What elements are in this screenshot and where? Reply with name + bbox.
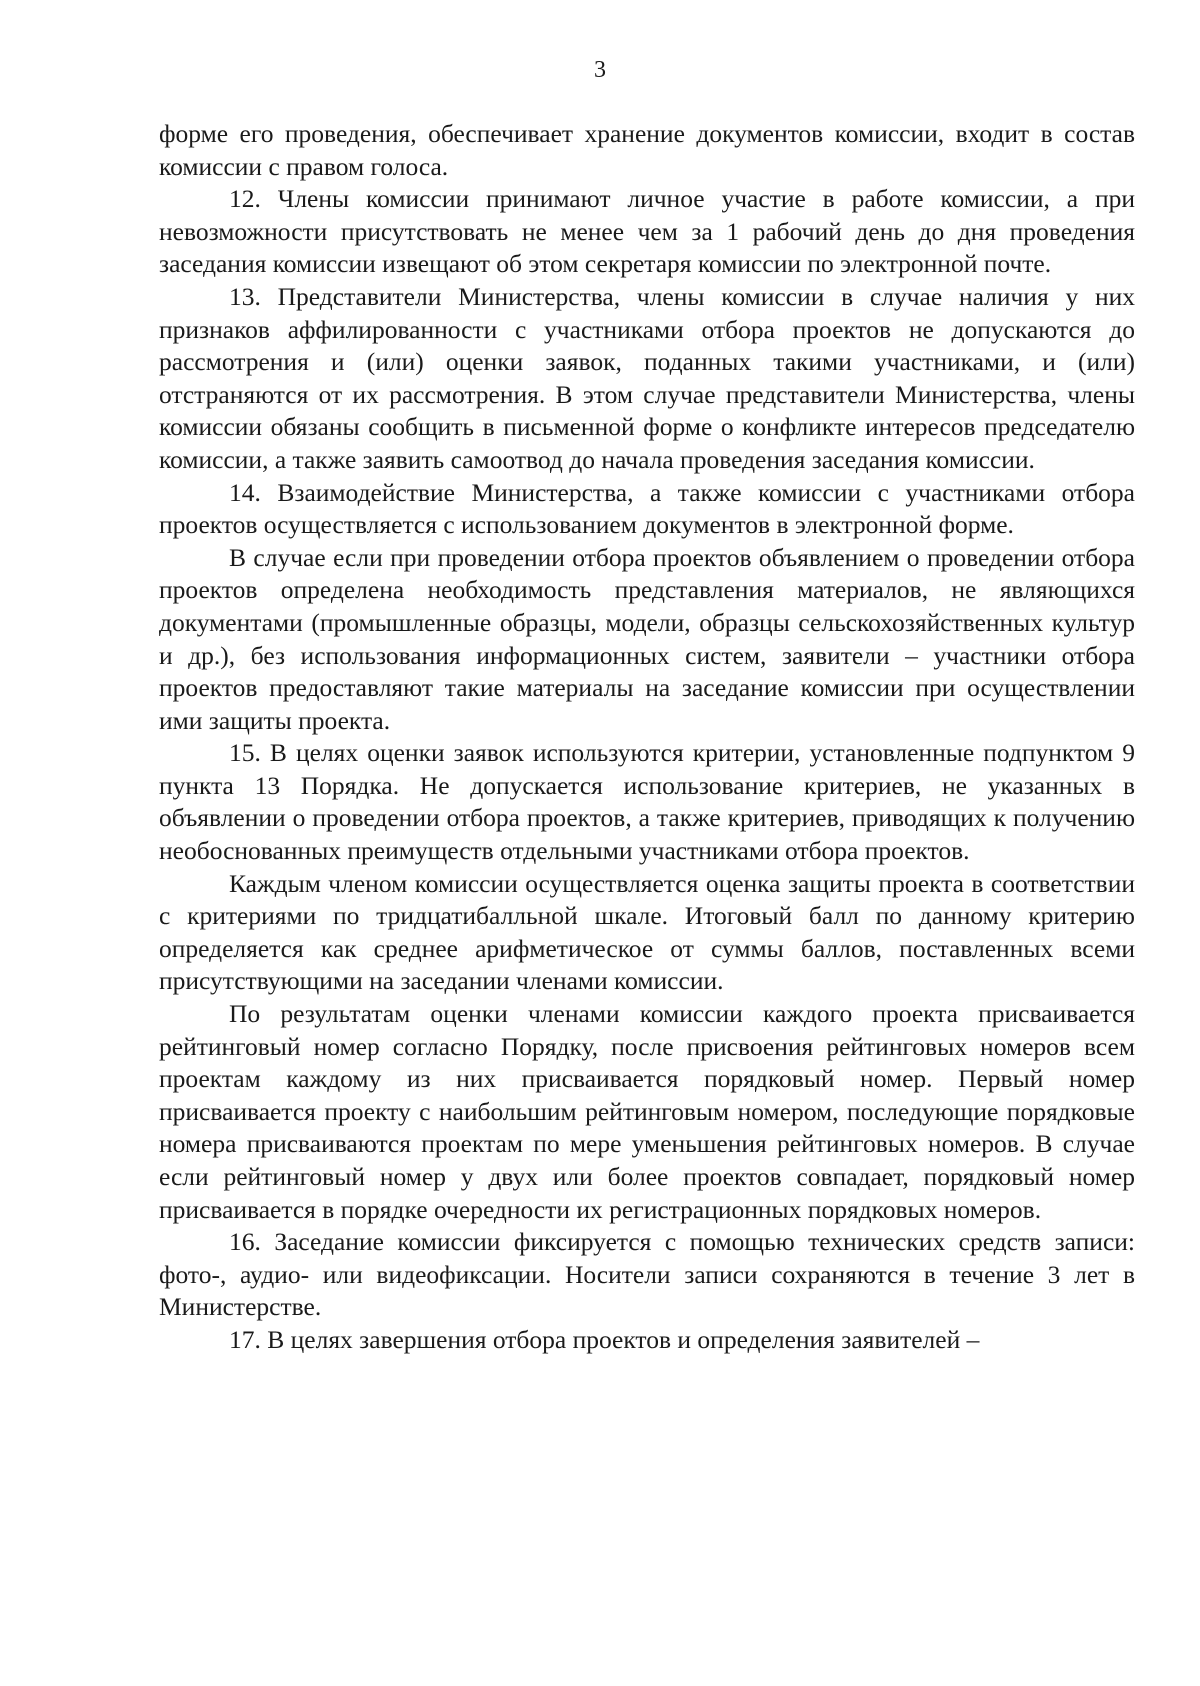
paragraph-15: 15. В целях оценки заявок используются критерии, установленные подпунктом 9 пункта 13 Порядка. Не допускается использование критериев, не указанных в объявлении о проведении отбора проектов, а также критериев, приводящих к получению необоснованных преимуществ отдельными участниками отбора проектов.: [159, 738, 1135, 866]
paragraph-15-ranking: По результатам оценки членами комиссии каждого проекта присваивается рейтинговый номер согласно Порядку, после присвоения рейтинговых номеров всем проектам каждому из них присваивается порядковый номер. Первый номер присваивается проекту с наибольшим рейтинговым номером, последующие порядковые номера присваиваются проектам по мере уменьшения рейтинговых номеров. В случае если рейтинговый номер у двух или более проектов совпадает, порядковый номер присваивается в порядке очередности их регистрационных порядковых номеров.: [159, 999, 1135, 1224]
document-body: [159, 118, 1135, 1357]
paragraph-14: 14. Взаимодействие Министерства, а также комиссии с участниками отбора проектов осуществляется с использованием документов в электронной форме.: [159, 477, 1135, 540]
paragraph-17: 17. В целях завершения отбора проектов и определения заявителей –: [229, 1324, 980, 1354]
paragraph-continuation: форме его проведения, обеспечивает хранение документов комиссии, входит в состав комиссии с правом голоса.: [159, 119, 1135, 181]
page-number: 3: [594, 57, 606, 83]
paragraph-13: 13. Представители Министерства, члены комиссии в случае наличия у них признаков аффилированности с участниками отбора проектов не допускаются до рассмотрения и (или) оценки заявок, поданных такими участниками, и (или) отстраняются от их рассмотрения. В этом случае представители Министерства, члены комиссии обязаны сообщить в письменной форме о конфликте интересов председателю комиссии, а также заявить самоотвод до начала проведения заседания комиссии.: [159, 281, 1135, 474]
paragraph-16: 16. Заседание комиссии фиксируется с помощью технических средств записи: фото-, аудио- или видеофиксации. Носители записи сохраняются в течение 3 лет в Министерстве.: [159, 1227, 1135, 1322]
paragraph-12: 12. Члены комиссии принимают личное участие в работе комиссии, а при невозможности присутствовать не менее чем за 1 рабочий день до дня проведения заседания комиссии извещают об этом секретаря комиссии по электронной почте.: [159, 184, 1135, 279]
paragraph-15-scoring: Каждым членом комиссии осуществляется оценка защиты проекта в соответствии с критериями по тридцатибалльной шкале. Итоговый балл по данному критерию определяется как среднее арифметическое от суммы баллов, поставленных всеми присутствующими на заседании членами комиссии.: [159, 868, 1135, 996]
paragraph-14-materials: В случае если при проведении отбора проектов объявлением о проведении отбора проектов определена необходимость представления материалов, не являющихся документами (промышленные образцы, модели, образцы сельскохозяйственных культур и др.), без использования информационных систем, заявители – участники отбора проектов предоставляют такие материалы на заседание комиссии при осуществлении ими защиты проекта.: [159, 542, 1135, 735]
